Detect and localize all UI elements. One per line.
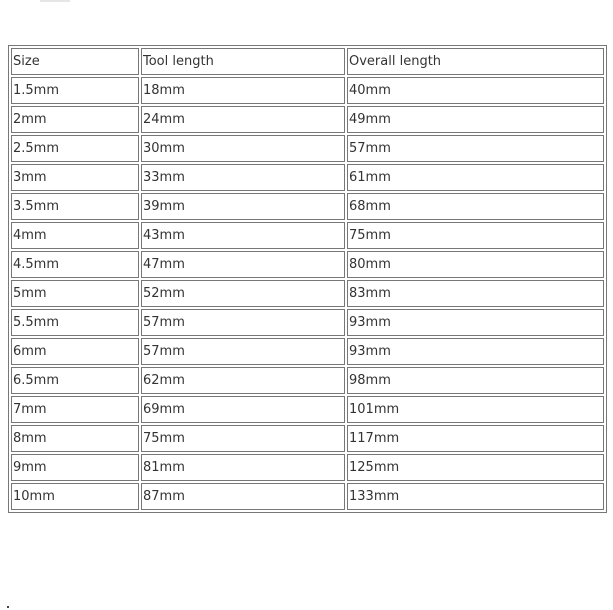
tool-length-cell: 87mm <box>141 483 345 510</box>
corner-dot <box>7 606 9 608</box>
table-row <box>11 193 604 220</box>
overall-length-cell: 40mm <box>347 77 604 104</box>
size-cell: 7mm <box>11 396 139 423</box>
tool-length-cell: 33mm <box>141 164 345 191</box>
tool-length-cell: 43mm <box>141 222 345 249</box>
tool-length-cell: 24mm <box>141 106 345 133</box>
overall-length-cell: 57mm <box>347 135 604 162</box>
table-row <box>11 164 604 191</box>
table-row <box>11 396 604 423</box>
table-row <box>11 251 604 278</box>
header-tool-length: Tool length <box>141 48 345 75</box>
table-row <box>11 77 604 104</box>
size-cell: 4mm <box>11 222 139 249</box>
overall-length-cell: 101mm <box>347 396 604 423</box>
table-header-row <box>11 48 604 75</box>
tool-length-cell: 57mm <box>141 309 345 336</box>
table-row <box>11 280 604 307</box>
overall-length-cell: 75mm <box>347 222 604 249</box>
overall-length-cell: 93mm <box>347 309 604 336</box>
table-row <box>11 454 604 481</box>
tool-length-cell: 39mm <box>141 193 345 220</box>
size-cell: 2mm <box>11 106 139 133</box>
table-row <box>11 135 604 162</box>
table-row <box>11 106 604 133</box>
size-cell: 9mm <box>11 454 139 481</box>
table-row <box>11 338 604 365</box>
tool-length-cell: 62mm <box>141 367 345 394</box>
table-row <box>11 367 604 394</box>
overall-length-cell: 80mm <box>347 251 604 278</box>
size-cell: 3.5mm <box>11 193 139 220</box>
size-cell: 10mm <box>11 483 139 510</box>
size-table-body <box>11 48 604 510</box>
overall-length-cell: 117mm <box>347 425 604 452</box>
overall-length-cell: 125mm <box>347 454 604 481</box>
overall-length-cell: 49mm <box>347 106 604 133</box>
clipped-top-text <box>40 0 70 2</box>
table-row <box>11 309 604 336</box>
header-overall-length: Overall length <box>347 48 604 75</box>
size-cell: 5.5mm <box>11 309 139 336</box>
overall-length-cell: 133mm <box>347 483 604 510</box>
overall-length-cell: 93mm <box>347 338 604 365</box>
size-table <box>8 45 607 513</box>
size-cell: 1.5mm <box>11 77 139 104</box>
tool-length-cell: 81mm <box>141 454 345 481</box>
overall-length-cell: 61mm <box>347 164 604 191</box>
overall-length-cell: 98mm <box>347 367 604 394</box>
header-size: Size <box>11 48 139 75</box>
size-cell: 6mm <box>11 338 139 365</box>
size-cell: 2.5mm <box>11 135 139 162</box>
overall-length-cell: 68mm <box>347 193 604 220</box>
tool-length-cell: 30mm <box>141 135 345 162</box>
table-row <box>11 425 604 452</box>
table-row <box>11 222 604 249</box>
size-cell: 4.5mm <box>11 251 139 278</box>
size-cell: 8mm <box>11 425 139 452</box>
overall-length-cell: 83mm <box>347 280 604 307</box>
table-row <box>11 483 604 510</box>
tool-length-cell: 18mm <box>141 77 345 104</box>
tool-length-cell: 57mm <box>141 338 345 365</box>
size-cell: 3mm <box>11 164 139 191</box>
tool-length-cell: 69mm <box>141 396 345 423</box>
tool-length-cell: 52mm <box>141 280 345 307</box>
size-cell: 5mm <box>11 280 139 307</box>
tool-length-cell: 75mm <box>141 425 345 452</box>
tool-length-cell: 47mm <box>141 251 345 278</box>
size-cell: 6.5mm <box>11 367 139 394</box>
